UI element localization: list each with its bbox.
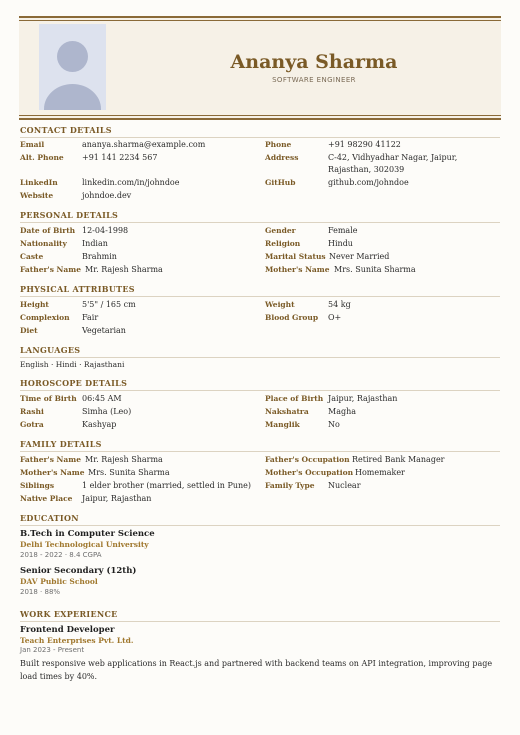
section-heading-contact: CONTACT DETAILS — [20, 125, 500, 138]
nationality-value: Indian — [82, 239, 108, 248]
diet-value: Vegetarian — [82, 326, 126, 335]
blood-group-label: Blood Group — [265, 313, 319, 322]
alt-phone-value: +91 141 2234 567 — [82, 153, 158, 162]
website-value: johndoe.dev — [82, 191, 132, 200]
section-heading-horoscope: HOROSCOPE DETAILS — [20, 378, 500, 391]
linkedin-label: LinkedIn — [20, 178, 58, 187]
complexion-label: Complexion — [20, 313, 70, 322]
family-type-label: Family Type — [265, 481, 315, 490]
dob-value: 12-04-1998 — [82, 226, 129, 235]
height-label: Height — [20, 300, 49, 309]
candidate-name: Ananya Sharma — [230, 51, 398, 73]
github-label: GitHub — [265, 178, 296, 187]
family-father-label: Father's Name — [20, 455, 81, 464]
address-label: Address — [265, 153, 299, 162]
rashi-value: Simha (Leo) — [82, 407, 132, 416]
father-name-label: Father's Name — [20, 265, 81, 274]
job-company: Teach Enterprises Pvt. Ltd. — [20, 636, 134, 645]
gotra-value: Kashyap — [82, 420, 117, 429]
education-meta: 2018 - 2022 · 8.4 CGPA — [20, 551, 102, 559]
marital-status-value: Never Married — [329, 252, 390, 261]
manglik-value: No — [328, 420, 340, 429]
education-institution: Delhi Technological University — [20, 540, 149, 549]
gender-label: Gender — [265, 226, 296, 235]
family-father-value: Mr. Rajesh Sharma — [85, 455, 163, 464]
education-institution: DAV Public School — [20, 577, 98, 586]
place-of-birth-value: Jaipur, Rajasthan — [328, 394, 398, 403]
email-label: Email — [20, 140, 45, 149]
address-value: C-42, Vidhyadhar Nagar, Jaipur, Rajasthan, 302039 — [328, 153, 458, 174]
time-of-birth-label: Time of Birth — [20, 394, 77, 403]
marital-status-label: Marital Status — [265, 252, 326, 261]
mother-occupation-value: Homemaker — [355, 468, 405, 477]
time-of-birth-value: 06:45 AM — [82, 394, 122, 403]
weight-value: 54 kg — [328, 300, 351, 309]
native-place-value: Jaipur, Rajasthan — [82, 494, 152, 503]
nakshatra-label: Nakshatra — [265, 407, 309, 416]
complexion-value: Fair — [82, 313, 99, 322]
section-heading-education: EDUCATION — [20, 513, 500, 526]
education-degree: Senior Secondary (12th) — [20, 566, 137, 576]
dob-label: Date of Birth — [20, 226, 76, 235]
avatar-body-shape — [44, 84, 101, 110]
caste-label: Caste — [20, 252, 44, 261]
nationality-label: Nationality — [20, 239, 67, 248]
alt-phone-label: Alt. Phone — [20, 153, 64, 162]
caste-value: Brahmin — [82, 252, 117, 261]
linkedin-value: linkedin.com/in/johndoe — [82, 178, 180, 187]
religion-value: Hindu — [328, 239, 353, 248]
education-degree: B.Tech in Computer Science — [20, 529, 155, 539]
job-period: Jan 2023 - Present — [20, 646, 85, 654]
section-heading-work: WORK EXPERIENCE — [20, 609, 500, 622]
mother-name-label: Mother's Name — [265, 265, 330, 274]
father-occupation-value: Retired Bank Manager — [352, 455, 445, 464]
section-heading-family: FAMILY DETAILS — [20, 439, 500, 452]
section-heading-personal: PERSONAL DETAILS — [20, 210, 500, 223]
resume-header — [19, 16, 501, 120]
mother-occupation-label: Mother's Occupation — [265, 468, 354, 477]
gotra-label: Gotra — [20, 420, 44, 429]
family-mother-value: Mrs. Sunita Sharma — [88, 468, 170, 477]
section-heading-languages: LANGUAGES — [20, 345, 500, 358]
gender-value: Female — [328, 226, 358, 235]
rashi-label: Rashi — [20, 407, 44, 416]
religion-label: Religion — [265, 239, 301, 248]
phone-value: +91 98290 41122 — [328, 140, 401, 149]
diet-label: Diet — [20, 326, 38, 335]
father-name-value: Mr. Rajesh Sharma — [85, 265, 163, 274]
siblings-label: Siblings — [20, 481, 55, 490]
candidate-title: SOFTWARE ENGINEER — [272, 76, 356, 84]
blood-group-value: O+ — [328, 313, 342, 322]
website-label: Website — [20, 191, 54, 200]
nakshatra-value: Magha — [328, 407, 357, 416]
job-role: Frontend Developer — [20, 625, 115, 635]
avatar-head-shape — [57, 41, 88, 72]
education-meta: 2018 · 88% — [20, 588, 61, 596]
native-place-label: Native Place — [20, 494, 73, 503]
father-occupation-label: Father's Occupation — [265, 455, 350, 464]
email-value: ananya.sharma@example.com — [82, 140, 206, 149]
manglik-label: Manglik — [265, 420, 300, 429]
github-value: github.com/johndoe — [328, 178, 409, 187]
profile-photo-placeholder — [39, 24, 106, 110]
phone-label: Phone — [265, 140, 292, 149]
mother-name-value: Mrs. Sunita Sharma — [334, 265, 416, 274]
family-type-value: Nuclear — [328, 481, 361, 490]
job-description: Built responsive web applications in React.js and partnered with backend teams on API integration, improving page load times by 40%. — [20, 659, 493, 681]
siblings-value: 1 elder brother (married, settled in Pune) — [82, 481, 252, 490]
section-heading-physical: PHYSICAL ATTRIBUTES — [20, 284, 500, 297]
family-mother-label: Mother's Name — [20, 468, 85, 477]
place-of-birth-label: Place of Birth — [265, 394, 324, 403]
height-value: 5'5" / 165 cm — [82, 300, 136, 309]
languages-list: English · Hindi · Rajasthani — [20, 360, 125, 369]
weight-label: Weight — [265, 300, 295, 309]
